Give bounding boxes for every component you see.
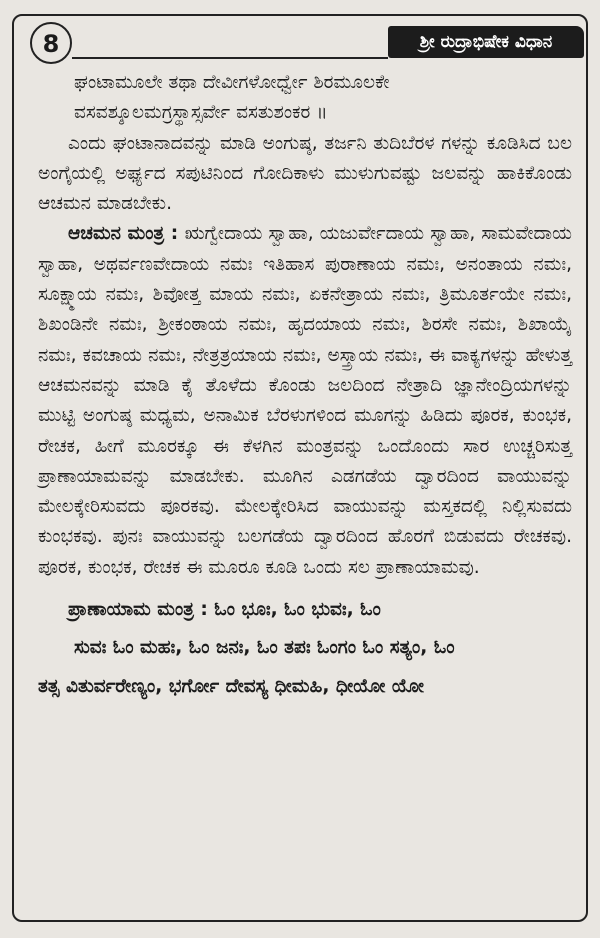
pranayama-heading: ಪ್ರಾಣಾಯಾಮ ಮಂತ್ರ	[68, 599, 194, 621]
achamana-separator: :	[164, 223, 185, 245]
page-body	[38, 68, 572, 702]
spacer	[38, 664, 572, 672]
pranayama-text-1: ಓಂ ಭೂಃ, ಓಂ ಭುವಃ, ಓಂ	[214, 599, 381, 621]
running-title: ಶ್ರೀ ರುದ್ರಾಭಿಷೇಕ ವಿಧಾನ	[388, 26, 584, 58]
achamana-body: ಋಗ್ವೇದಾಯ ಸ್ವಾಹಾ, ಯಜುರ್ವೇದಾಯ ಸ್ವಾಹಾ, ಸಾಮವೇದಾಯ ಸ್ವಾಹಾ, ಅಥರ್ವಣವೇದಾಯ ನಮಃ ಇತಿಹಾಸ ಪುರಾಣಾಯ ನಮಃ, ಅನಂತಾಯ ನಮಃ, ಸೂಕ್ಷ್ಮಾಯ ನಮಃ, ಶಿವೋತ್ತ ಮಾಯ ನಮಃ, ಏಕನೇತ್ರಾಯ ನಮಃ, ತ್ರಿಮೂರ್ತಯೇ ನಮಃ, ಶಿಖಂಡಿನೇ ನಮಃ, ಶ್ರೀಕಂಠಾಯ ನಮಃ, ಹೃದಯಾಯ ನಮಃ, ಶಿರಸೇ ನಮಃ, ಶಿಖಾಯೈ ನಮಃ, ಕವಚಾಯ ನಮಃ, ನೇತ್ರತ್ರಯಾಯ ನಮಃ, ಅಸ್ತ್ರಾಯ ನಮಃ, ಈ ವಾಕ್ಯಗಳನ್ನು ಹೇಳುತ್ತ ಆಚಮನವನ್ನು ಮಾಡಿ ಕೈ ತೊಳೆದು ಕೊಂಡು ಜಲದಿಂದ ನೇತ್ರಾದಿ ಜ್ಞಾನೇಂದ್ರಿಯಗಳನ್ನು ಮುಟ್ಟಿ ಅಂಗುಷ್ಠ ಮಧ್ಯಮ, ಅನಾಮಿಕ ಬೆರಳುಗಳಿಂದ ಮೂಗನ್ನು ಹಿಡಿದು ಪೂರಕ, ಕುಂಭಕ, ರೇಚಕ, ಹೀಗೆ ಮೂರಕ್ಕೂ ಈ ಕೆಳಗಿನ ಮಂತ್ರವನ್ನು ಒಂದೊಂದು ಸಾರ ಉಚ್ಚರಿಸುತ್ತ ಪ್ರಾಣಾಯಾಮವನ್ನು ಮಾಡಬೇಕು. ಮೂಗಿನ ಎಡಗಡೆಯ ದ್ವಾರದಿಂದ ವಾಯುವನ್ನು ಮೇಲಕ್ಕೇರಿಸುವದು ಪೂರಕವು. ಮೇಲಕ್ಕೇರಿಸಿದ ವಾಯುವನ್ನು ಮಸ್ತಕದಲ್ಲಿ ನಿಲ್ಲಿಸುವದು ಕುಂಭಕವು. ಪುನಃ ವಾಯುವನ್ನು ಬಲಗಡೆಯ ದ್ವಾರದಿಂದ ಹೊರಗೆ ಬಿಡುವದು ರೇಚಕವು. ಪೂರಕ, ಕುಂಭಕ, ರೇಚಕ ಈ ಮೂರೂ ಕೂಡಿ ಒಂದು ಸಲ ಪ್ರಾಣಾಯಾಮವು.	[38, 223, 572, 578]
pranayama-line-2: ಸುವಃ ಓಂ ಮಹಃ, ಓಂ ಜನಃ, ಓಂ ತಪಃ ಓಂಗಂ ಓಂ ಸತ್ಯಂ, ಓಂ	[74, 637, 455, 659]
verse-line-1: ಘಂಟಾಮೂಲೇ ತಥಾ ದೇವೀಗಳೋರ್ಧ್ವೇ ಶಿರಮೂಲಕೇ	[74, 72, 390, 93]
spacer	[38, 583, 572, 595]
pranayama-separator: :	[193, 599, 215, 621]
paragraph-achamana	[38, 219, 572, 583]
pranayama-line-3: ತತ್ಸ ವಿತುರ್ವರೇಣ್ಯಂ, ಭರ್ಗೋ ದೇವಸ್ಯ ಧೀಮಹಿ, ಧೀಯೋ ಯೋ	[38, 675, 425, 697]
paragraph-ghanta: ಎಂದು ಘಂಟಾನಾದವನ್ನು ಮಾಡಿ ಅಂಗುಷ್ಠ, ತರ್ಜನಿ ತುದಿಬೆರಳ ಗಳನ್ನು ಕೂಡಿಸಿದ ಬಲ ಅಂಗೈಯಲ್ಲಿ ಅರ್ಘ್ಯದ ಸಪುಟಿನಿಂದ ಗೋದಿಕಾಳು ಮುಳುಗುವಷ್ಟು ಜಲವನ್ನು ಹಾಕಿಕೊಂಡು ಆಚಮನ ಮಾಡಬೇಕು.	[38, 132, 572, 215]
verse-line-2: ವಸವಶ್ಶೂಲಮಗ್ರಸ್ಥಾಸ್ಸರ್ವೇ ವಸತುಶಂಕರ ॥	[74, 102, 328, 124]
spacer	[38, 625, 572, 633]
page-number: 8	[30, 22, 72, 64]
achamana-heading: ಆಚಮನ ಮಂತ್ರ	[68, 223, 165, 245]
header-rule	[72, 57, 388, 59]
pranayama-line-1	[38, 595, 572, 625]
